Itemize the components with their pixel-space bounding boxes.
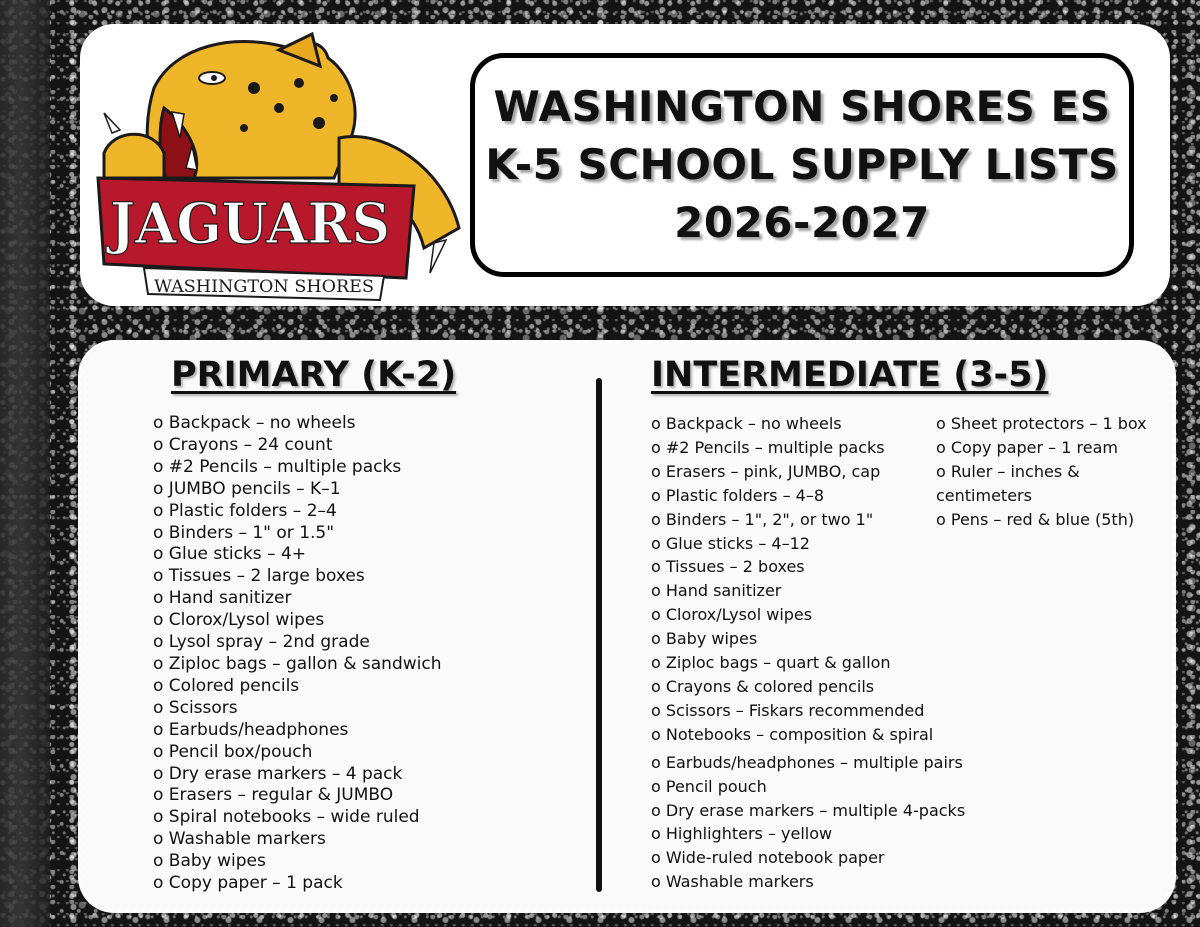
jaguar-paw xyxy=(104,134,164,178)
list-item: o Scissors xyxy=(153,697,238,718)
list-item: o Colored pencils xyxy=(153,675,300,696)
school-name: WASHINGTON SHORES ES xyxy=(493,82,1111,131)
list-item: o Binders – 1", 2", or two 1" xyxy=(651,509,874,529)
list-item: o Clorox/Lysol wipes xyxy=(651,605,813,625)
notebook-binding xyxy=(0,0,50,927)
intermediate-list xyxy=(651,412,965,894)
list-item: o Ziploc bags – quart & gallon xyxy=(651,653,891,673)
list-item: o Binders – 1" or 1.5" xyxy=(153,522,335,543)
list-item: o Copy paper – 1 ream xyxy=(936,437,1118,457)
list-title: K-5 SCHOOL SUPPLY LISTS xyxy=(485,140,1119,189)
list-item: o Tissues – 2 large boxes xyxy=(153,566,365,587)
jaguar-spot xyxy=(274,103,284,113)
primary-list xyxy=(153,413,442,895)
list-item: o Glue sticks – 4+ xyxy=(153,544,306,565)
list-item: o Copy paper – 1 pack xyxy=(153,873,343,894)
list-item: o Highlighters – yellow xyxy=(651,824,833,844)
list-item: o Notebooks – composition & spiral xyxy=(651,724,934,744)
school-year: 2026-2027 xyxy=(674,198,930,247)
list-item: o #2 Pencils – multiple packs xyxy=(153,456,402,477)
list-item: o Pens – red & blue (5th) xyxy=(936,509,1135,529)
list-item: o Lysol spray – 2nd grade xyxy=(153,632,370,653)
list-item: o Pencil pouch xyxy=(651,776,767,796)
jaguar-spot xyxy=(313,117,325,129)
jaguar-spot xyxy=(248,82,260,94)
list-item: o Crayons – 24 count xyxy=(153,434,333,455)
list-item: o Scissors – Fiskars recommended xyxy=(651,700,925,720)
jaguar-spot xyxy=(330,94,338,102)
list-item: o Backpack – no wheels xyxy=(153,413,356,433)
list-item: o Wide-ruled notebook paper xyxy=(651,848,885,868)
list-item: o Plastic folders – 2–4 xyxy=(153,500,337,521)
list-item: o Hand sanitizer xyxy=(651,581,782,601)
logo-banner-text: JAGUARS xyxy=(105,191,390,257)
list-item: o Backpack – no wheels xyxy=(651,414,842,433)
list-item: o Erasers – pink, JUMBO, cap xyxy=(651,461,881,481)
list-item: centimeters xyxy=(936,485,1032,505)
list-item: o Ruler – inches & xyxy=(936,461,1080,481)
list-item: o Baby wipes xyxy=(651,629,758,649)
list-item: o Erasers – regular & JUMBO xyxy=(153,785,394,806)
intermediate-heading: INTERMEDIATE (3-5) xyxy=(651,355,1049,395)
jaguar-claw xyxy=(430,240,446,273)
intermediate-extra-list xyxy=(936,412,1147,532)
column-divider xyxy=(596,378,602,892)
list-item: o Crayons & colored pencils xyxy=(651,676,875,696)
list-item: o Washable markers xyxy=(651,872,814,892)
jaguar-spot xyxy=(294,78,304,88)
list-item: o Glue sticks – 4–12 xyxy=(651,533,810,553)
list-item: o Ziploc bags – gallon & sandwich xyxy=(153,653,442,674)
list-item: o Washable markers xyxy=(153,829,326,850)
jaguars-logo xyxy=(84,28,468,303)
list-item: o Hand sanitizer xyxy=(153,588,292,609)
list-item: o Clorox/Lysol wipes xyxy=(153,610,325,631)
list-item: o Pencil box/pouch xyxy=(153,741,313,762)
title-box xyxy=(470,53,1134,277)
logo-sub-text: WASHINGTON SHORES xyxy=(154,277,374,297)
list-item: o Earbuds/headphones xyxy=(153,719,349,740)
primary-heading: PRIMARY (K-2) xyxy=(171,355,457,395)
list-item: o JUMBO pencils – K–1 xyxy=(153,478,341,499)
list-item: o #2 Pencils – multiple packs xyxy=(651,437,885,457)
list-item: o Tissues – 2 boxes xyxy=(651,557,805,577)
list-item: o Earbuds/headphones – multiple pairs xyxy=(651,752,963,772)
list-item: o Spiral notebooks – wide ruled xyxy=(153,807,420,828)
jaguar-spot xyxy=(240,124,248,132)
list-item: o Dry erase markers – multiple 4-packs xyxy=(651,800,966,820)
list-item: o Baby wipes xyxy=(153,851,266,872)
jaguar-claw xyxy=(104,113,120,133)
list-item: o Sheet protectors – 1 box xyxy=(936,414,1147,433)
list-item: o Plastic folders – 4–8 xyxy=(651,485,825,505)
list-item: o Dry erase markers – 4 pack xyxy=(153,763,403,784)
